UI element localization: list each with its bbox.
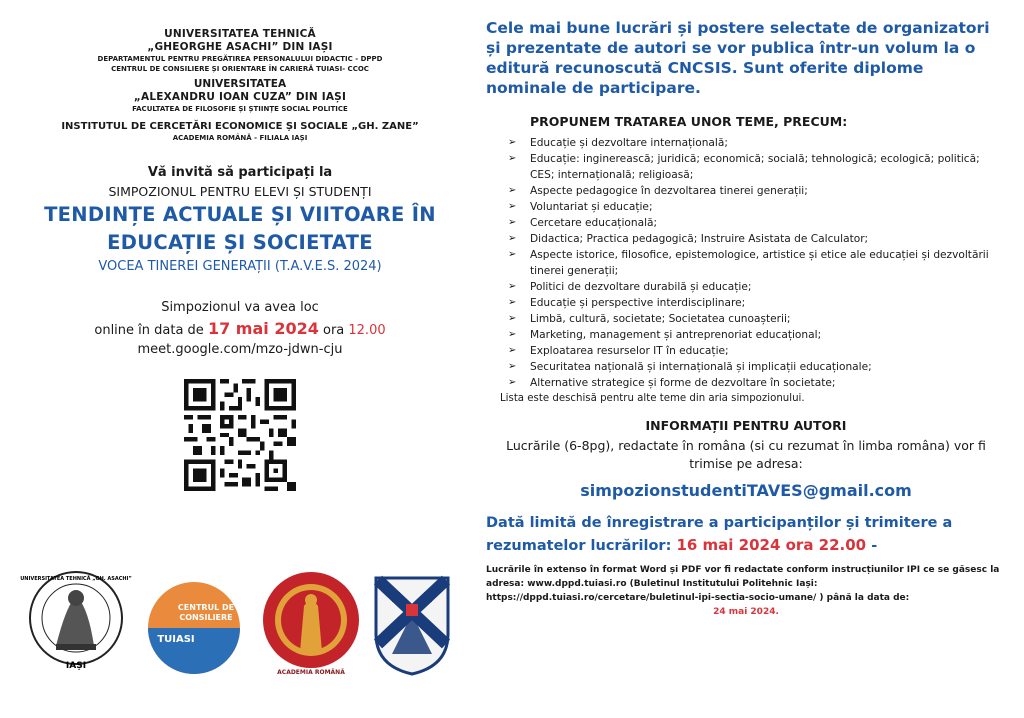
arrow-bullet-icon: ➢ <box>508 185 517 196</box>
topic-text: Politici de dezvoltare durabilă și educație; <box>530 281 752 293</box>
arrow-bullet-icon: ➢ <box>508 217 517 228</box>
deadline-date: 16 mai 2024 ora 22.00 <box>676 536 867 554</box>
topic-item <box>508 199 1006 215</box>
academia-romana-seal-icon <box>260 566 362 678</box>
institution-3-sub: ACADEMIA ROMÂNĂ - FILIALA IAȘI <box>172 134 308 142</box>
tuiasi-seal-city: IAȘI <box>65 661 87 671</box>
topic-item <box>508 327 1006 343</box>
institution-1-sub1: DEPARTAMENTUL PENTRU PREGĂTIREA PERSONALULUI DIDACTIC - DPPD <box>97 55 383 63</box>
right-column <box>486 18 1006 619</box>
topic-text: Voluntariat și educație; <box>530 201 653 213</box>
institution-3-line: INSTITUTUL DE CERCETĂRI ECONOMICE ȘI SOCIALE „GH. ZANE” <box>61 121 419 132</box>
arrow-bullet-icon: ➢ <box>508 313 517 324</box>
symposium-label: SIMPOZIONUL PENTRU ELEVI ȘI STUDENȚI <box>108 184 372 199</box>
arrow-bullet-icon: ➢ <box>508 233 517 244</box>
event-title-line2: EDUCAȚIE ȘI SOCIETATE <box>107 231 373 254</box>
topic-item <box>508 231 1006 247</box>
deadline-block <box>486 512 1006 557</box>
institution-2-line1: UNIVERSITATEA <box>193 78 287 90</box>
arrow-bullet-icon: ➢ <box>508 137 517 148</box>
ccoc-logo-icon <box>146 580 242 676</box>
publication-info: Cele mai bune lucrări și postere selectate de organizatori și prezentate de autori se vor publica într-un volum la o editură recunoscută CNCSIS. Sunt oferite diplome nominale de participare. <box>486 19 990 97</box>
left-column <box>30 28 450 491</box>
topic-item <box>508 295 1006 311</box>
tuiasi-seal-text: UNIVERSITATEA TEHNICĂ „GH. ASACHI” <box>20 576 132 582</box>
deadline-dash: - <box>871 538 878 554</box>
topic-item <box>508 279 1006 295</box>
ccoc-mid: CONSILIERE <box>179 613 233 622</box>
topic-text: Educație: inginerească; juridică; economică; socială; tehnologică; ecologică; politică; CES; internațională; religioasă; <box>530 153 980 181</box>
event-subtitle: VOCEA TINEREI GENERAȚII (T.A.V.E.S. 2024) <box>98 259 382 274</box>
topic-item <box>508 247 1006 279</box>
topic-text: Aspecte istorice, filosofice, epistemologice, artistice și etice ale educației și dezvoltării tinerei generații; <box>530 249 989 277</box>
arrow-bullet-icon: ➢ <box>508 361 517 372</box>
topic-text: Securitatea națională și internațională și implicații educaționale; <box>530 361 872 373</box>
full-paper-date: 24 mai 2024. <box>713 607 779 617</box>
institution-2-line2: „ALEXANDRU IOAN CUZA” DIN IAȘI <box>133 91 347 103</box>
deadline-text: Dată limită de înregistrare a participanților și trimitere a rezumatelor lucrărilor: <box>486 515 953 554</box>
authors-info-heading: INFORMAȚII PENTRU AUTORI <box>645 418 847 433</box>
institution-1-sub2: CENTRUL DE CONSILIERE ȘI ORIENTARE ÎN CARIERĂ TUIASI- CCOC <box>111 65 369 73</box>
open-list-note: Lista este deschisă pentru alte teme din aria simpozionului. <box>500 393 805 404</box>
tuiasi-seal-icon <box>20 566 132 676</box>
topic-text: Alternative strategice și forme de dezvoltare în societate; <box>530 377 836 389</box>
arrow-bullet-icon: ➢ <box>508 249 517 260</box>
time-prefix: ora <box>322 323 345 338</box>
ccoc-top: CENTRUL DE <box>177 603 235 612</box>
topic-text: Limbă, cultură, societate; Societatea cunoașterii; <box>530 313 791 325</box>
authors-info-text: Lucrările (6-8pg), redactate în româna (si cu rezumat în limba româna) vor fi trimise pe adresa: <box>506 438 986 471</box>
topic-text: Marketing, management și antreprenoriat educațional; <box>530 329 822 341</box>
topic-text: Aspecte pedagogice în dezvoltarea tinerei generații; <box>530 185 808 197</box>
arrow-bullet-icon: ➢ <box>508 377 517 388</box>
arrow-bullet-icon: ➢ <box>508 201 517 212</box>
invite-text: Vă invită să participați la <box>147 165 333 180</box>
topic-item <box>508 135 1006 151</box>
meeting-link[interactable]: meet.google.com/mzo-jdwn-cju <box>137 342 343 357</box>
topic-item <box>508 343 1006 359</box>
institution-1-line2: „GHEORGHE ASACHI” DIN IAȘI <box>147 41 333 53</box>
topic-text: Educație și perspective interdisciplinare; <box>530 297 746 309</box>
topic-item <box>508 215 1006 231</box>
institution-1-line1: UNIVERSITATEA TEHNICĂ <box>164 28 316 40</box>
qr-code <box>184 379 296 491</box>
event-date: 17 mai 2024 <box>207 319 319 338</box>
uaic-coat-of-arms-icon <box>372 574 452 678</box>
institution-2-sub: FACULTATEA DE FILOSOFIE ȘI ȘTIINȚE SOCIAL POLITICE <box>132 105 348 113</box>
arrow-bullet-icon: ➢ <box>508 345 517 356</box>
arrow-bullet-icon: ➢ <box>508 329 517 340</box>
arrow-bullet-icon: ➢ <box>508 281 517 292</box>
arrow-bullet-icon: ➢ <box>508 153 517 164</box>
topic-text: Exploatarea resurselor IT în educație; <box>530 345 729 357</box>
topic-item <box>508 359 1006 375</box>
when-line1: Simpozionul va avea loc <box>161 300 319 315</box>
event-title-line1: TENDINȚE ACTUALE ȘI VIITOARE ÎN <box>44 203 436 226</box>
when-prefix: online în data de <box>94 323 204 338</box>
topic-item <box>508 375 1006 391</box>
topic-text: Cercetare educațională; <box>530 217 658 229</box>
full-paper-info <box>486 563 1006 619</box>
logos-row <box>22 562 462 682</box>
contact-email[interactable]: simpozionstudentiTAVES@gmail.com <box>580 481 912 500</box>
arrow-bullet-icon: ➢ <box>508 297 517 308</box>
ccoc-name: TUIASI <box>157 634 195 645</box>
topic-text: Didactica; Practica pedagogică; Instruire Asistata de Calculator; <box>530 233 869 245</box>
topic-item <box>508 311 1006 327</box>
event-time: 12.00 <box>348 323 386 338</box>
when-line2 <box>30 319 450 338</box>
topics-heading: PROPUNEM TRATAREA UNOR TEME, PRECUM: <box>530 114 848 129</box>
topic-item <box>508 183 1006 199</box>
full-paper-text: Lucrările în extenso în format Word și PDF vor fi redactate conform instrucțiunilor IPI ce se găsesc la adresa: www.dppd.tuiasi.ro (Buletinul Institutului Politehnic Iași: https://dppd.tuiasi.ro/cercetare/buletinul-ipi-sectia-socio-umane/ ) până la data de: <box>486 565 1000 603</box>
topic-item <box>508 151 1006 183</box>
academia-text: ACADEMIA ROMÂNĂ <box>277 669 345 676</box>
topics-list <box>486 135 1006 391</box>
topic-text: Educație și dezvoltare internațională; <box>530 137 728 149</box>
